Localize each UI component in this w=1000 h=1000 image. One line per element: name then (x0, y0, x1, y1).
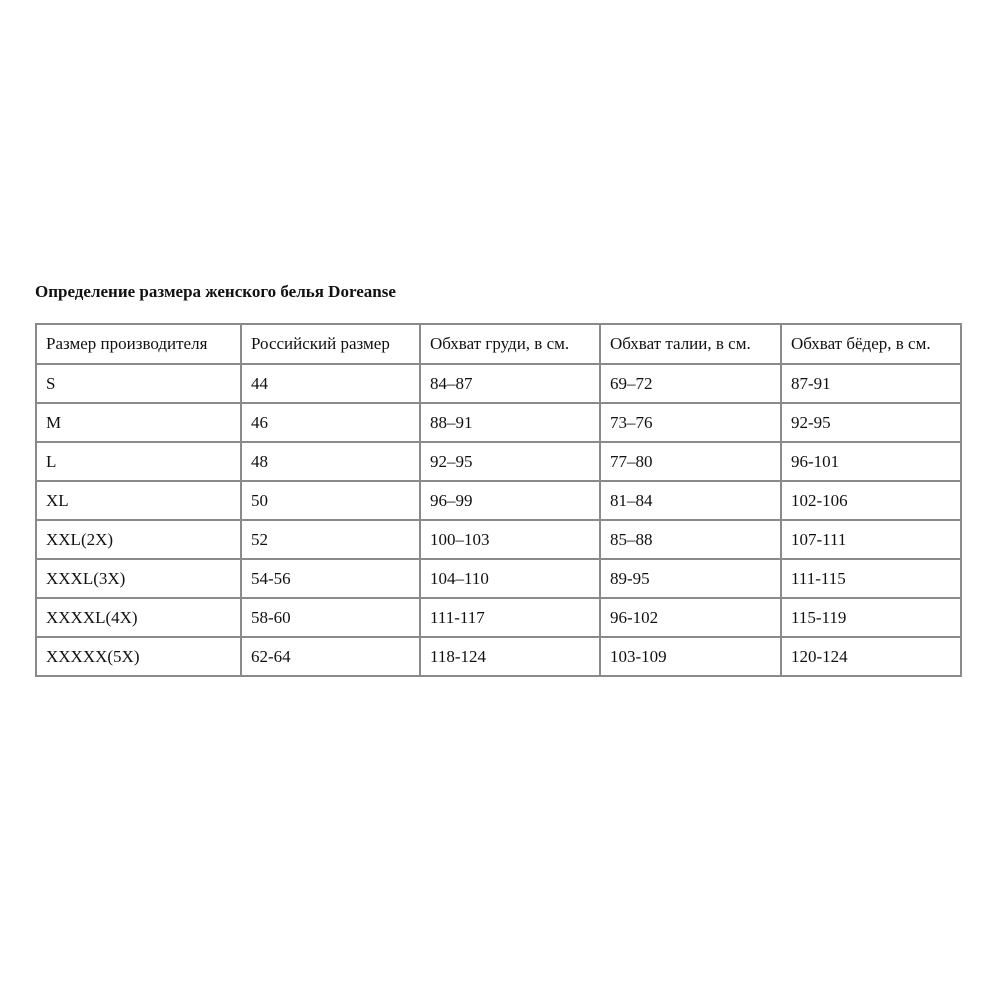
header-chest: Обхват груди, в см. (420, 324, 600, 364)
cell-manufacturer-size: XXXL(3X) (36, 559, 241, 598)
size-table (35, 323, 962, 677)
cell-hips: 102-106 (781, 481, 961, 520)
cell-chest: 96–99 (420, 481, 600, 520)
cell-manufacturer-size: XXXXX(5X) (36, 637, 241, 676)
cell-chest: 84–87 (420, 364, 600, 403)
cell-russian-size: 54-56 (241, 559, 420, 598)
cell-manufacturer-size: M (36, 403, 241, 442)
cell-chest: 88–91 (420, 403, 600, 442)
cell-russian-size: 46 (241, 403, 420, 442)
cell-chest: 118-124 (420, 637, 600, 676)
table-row (36, 364, 961, 403)
cell-waist: 73–76 (600, 403, 781, 442)
cell-chest: 92–95 (420, 442, 600, 481)
cell-hips: 120-124 (781, 637, 961, 676)
cell-russian-size: 50 (241, 481, 420, 520)
table-row (36, 598, 961, 637)
cell-manufacturer-size: XL (36, 481, 241, 520)
table-row (36, 442, 961, 481)
cell-waist: 69–72 (600, 364, 781, 403)
cell-hips: 111-115 (781, 559, 961, 598)
cell-russian-size: 52 (241, 520, 420, 559)
header-manufacturer-size: Размер производителя (36, 324, 241, 364)
header-hips: Обхват бёдер, в см. (781, 324, 961, 364)
cell-waist: 85–88 (600, 520, 781, 559)
cell-hips: 107-111 (781, 520, 961, 559)
header-russian-size: Российский размер (241, 324, 420, 364)
cell-manufacturer-size: XXL(2X) (36, 520, 241, 559)
cell-hips: 115-119 (781, 598, 961, 637)
cell-manufacturer-size: L (36, 442, 241, 481)
cell-waist: 103-109 (600, 637, 781, 676)
table-row (36, 403, 961, 442)
cell-chest: 100–103 (420, 520, 600, 559)
table-row (36, 559, 961, 598)
table-row (36, 637, 961, 676)
cell-russian-size: 62-64 (241, 637, 420, 676)
table-row (36, 520, 961, 559)
cell-waist: 89-95 (600, 559, 781, 598)
cell-waist: 96-102 (600, 598, 781, 637)
cell-russian-size: 58-60 (241, 598, 420, 637)
cell-chest: 111-117 (420, 598, 600, 637)
cell-waist: 81–84 (600, 481, 781, 520)
cell-hips: 92-95 (781, 403, 961, 442)
cell-hips: 87-91 (781, 364, 961, 403)
cell-waist: 77–80 (600, 442, 781, 481)
document-body (35, 280, 960, 677)
cell-russian-size: 48 (241, 442, 420, 481)
table-header-row (36, 324, 961, 364)
cell-chest: 104–110 (420, 559, 600, 598)
page-title: Определение размера женского белья Doreanse (35, 282, 396, 301)
cell-russian-size: 44 (241, 364, 420, 403)
cell-hips: 96-101 (781, 442, 961, 481)
header-waist: Обхват талии, в см. (600, 324, 781, 364)
table-row (36, 481, 961, 520)
cell-manufacturer-size: S (36, 364, 241, 403)
cell-manufacturer-size: XXXXL(4X) (36, 598, 241, 637)
